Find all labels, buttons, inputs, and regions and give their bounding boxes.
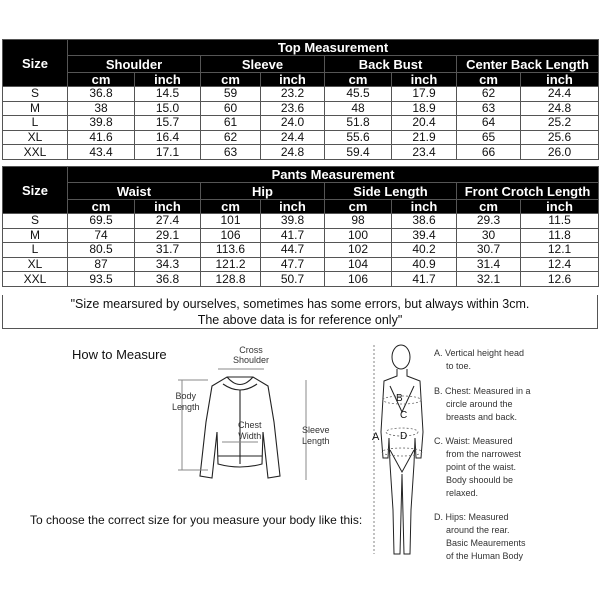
measurement-cell: 44.7 — [261, 243, 325, 258]
note-line: Body shoould be — [446, 475, 514, 485]
measurement-cell: 55.6 — [325, 130, 392, 145]
body-letter-a: A — [372, 431, 380, 443]
size-cell: S — [3, 87, 68, 102]
measurement-cell: 87 — [68, 257, 135, 272]
measurement-cell: 59 — [201, 87, 261, 102]
note-line: D. Hips: Measured — [434, 512, 509, 522]
measurement-cell: 31.4 — [457, 257, 521, 272]
note-line: Basic Meaurements — [446, 538, 526, 548]
top-table-title: Top Measurement — [68, 40, 599, 56]
group-header: Center Back Length — [457, 56, 599, 73]
size-cell: M — [3, 228, 68, 243]
group-header: Hip — [201, 183, 325, 200]
how-to-measure-title: How to Measure — [72, 347, 167, 362]
sleeve-length-label — [302, 425, 330, 447]
size-cell: L — [3, 243, 68, 258]
group-header: Sleeve — [201, 56, 325, 73]
unit-header: cm — [201, 200, 261, 214]
body-letter-c: C — [400, 410, 408, 421]
measurement-cell: 106 — [325, 272, 392, 287]
measurement-cell: 45.5 — [325, 87, 392, 102]
measurement-cell: 63 — [201, 145, 261, 160]
size-row — [3, 272, 599, 287]
measurement-cell: 36.8 — [135, 272, 201, 287]
measurement-cell: 16.4 — [135, 130, 201, 145]
measurement-cell: 43.4 — [68, 145, 135, 160]
group-header: Waist — [68, 183, 201, 200]
measurement-cell: 12.1 — [521, 243, 599, 258]
chest-width-line: Chest — [238, 420, 262, 430]
unit-header: cm — [68, 73, 135, 87]
unit-header: inch — [392, 200, 457, 214]
body-length-line: Length — [172, 402, 200, 412]
measurement-cell: 36.8 — [68, 87, 135, 102]
unit-header: cm — [201, 73, 261, 87]
measurement-cell: 100 — [325, 228, 392, 243]
note-line: to toe. — [446, 361, 472, 371]
body-note-b — [434, 385, 531, 424]
measurement-cell: 50.7 — [261, 272, 325, 287]
unit-header: cm — [325, 200, 392, 214]
measurement-cell: 34.3 — [135, 257, 201, 272]
measurement-cell: 23.6 — [261, 101, 325, 116]
size-row — [3, 130, 599, 145]
measurement-cell: 93.5 — [68, 272, 135, 287]
measurement-cell: 101 — [201, 214, 261, 229]
pants-table-body — [3, 167, 599, 287]
human-body-diagram — [368, 340, 428, 575]
unit-header: inch — [135, 200, 201, 214]
chest-width-line: Width — [238, 431, 262, 441]
note-line: breasts and back. — [446, 412, 518, 422]
measurement-cell: 102 — [325, 243, 392, 258]
measurement-cell: 12.6 — [521, 272, 599, 287]
measurement-cell: 38 — [68, 101, 135, 116]
note-line: The above data is for reference only" — [197, 313, 403, 327]
size-row — [3, 101, 599, 116]
measurement-cell: 63 — [457, 101, 521, 116]
measurement-cell: 98 — [325, 214, 392, 229]
sleeve-length-line: Sleeve — [302, 425, 330, 435]
size-row — [3, 214, 599, 229]
body-letter-d: D — [400, 431, 408, 442]
measurement-cell: 24.4 — [261, 130, 325, 145]
measurement-cell: 41.7 — [392, 272, 457, 287]
group-header: Back Bust — [325, 56, 457, 73]
measurement-cell: 29.3 — [457, 214, 521, 229]
measurement-cell: 30.7 — [457, 243, 521, 258]
note-line: B. Chest: Measured in a — [434, 386, 531, 396]
measurement-cell: 11.8 — [521, 228, 599, 243]
measurement-cell: 47.7 — [261, 257, 325, 272]
size-cell: XXL — [3, 145, 68, 160]
measurement-cell: 24.4 — [521, 87, 599, 102]
measurement-cell: 29.1 — [135, 228, 201, 243]
unit-header: cm — [325, 73, 392, 87]
measurement-cell: 40.9 — [392, 257, 457, 272]
note-line: from the narrowest — [446, 449, 522, 459]
body-head — [392, 345, 410, 369]
measurement-cell: 48 — [325, 101, 392, 116]
measurement-cell: 26.0 — [521, 145, 599, 160]
size-row — [3, 243, 599, 258]
note-line: relaxed. — [446, 488, 479, 498]
measurement-cell: 38.6 — [392, 214, 457, 229]
note-line: of the Human Body — [446, 551, 524, 561]
chest-width-label — [238, 420, 262, 442]
body-note-a — [434, 347, 524, 373]
unit-header: inch — [261, 200, 325, 214]
group-header: Side Length — [325, 183, 457, 200]
size-cell: S — [3, 214, 68, 229]
measurement-cell: 24.8 — [261, 145, 325, 160]
measurement-cell: 51.8 — [325, 116, 392, 131]
measurement-cell: 41.6 — [68, 130, 135, 145]
unit-header: inch — [135, 73, 201, 87]
measure-guide — [0, 335, 600, 600]
cross-shoulder-label — [233, 345, 269, 365]
measurement-cell: 21.9 — [392, 130, 457, 145]
unit-header: inch — [521, 73, 599, 87]
unit-header: cm — [457, 200, 521, 214]
body-note-d — [434, 511, 526, 563]
size-header: Size — [3, 40, 68, 87]
measurement-cell: 12.4 — [521, 257, 599, 272]
group-header: Shoulder — [68, 56, 201, 73]
measurement-cell: 65 — [457, 130, 521, 145]
instruction-text: To choose the correct size for you measure your body like this: — [30, 513, 363, 527]
size-row — [3, 116, 599, 131]
unit-header: inch — [261, 73, 325, 87]
sleeve-length-line: Length — [302, 436, 330, 446]
cross-shoulder-line: Shoulder — [233, 355, 270, 365]
measurement-cell: 17.1 — [135, 145, 201, 160]
measurement-cell: 25.6 — [521, 130, 599, 145]
unit-header: cm — [68, 200, 135, 214]
measurement-cell: 60 — [201, 101, 261, 116]
group-header: Front Crotch Length — [457, 183, 599, 200]
size-cell: XL — [3, 130, 68, 145]
size-cell: L — [3, 116, 68, 131]
measurement-cell: 59.4 — [325, 145, 392, 160]
cross-shoulder-line: Cross — [239, 345, 263, 355]
measurement-cell: 80.5 — [68, 243, 135, 258]
measurement-cell: 62 — [457, 87, 521, 102]
body-hip-line — [390, 450, 414, 472]
measurement-cell: 39.8 — [68, 116, 135, 131]
measurement-cell: 40.2 — [392, 243, 457, 258]
note-line: "Size mearsured by ourselves, sometimes has some errors, but always within 3cm. — [70, 297, 530, 311]
size-cell: XL — [3, 257, 68, 272]
measurement-cell: 121.2 — [201, 257, 261, 272]
measurement-cell: 106 — [201, 228, 261, 243]
measurement-cell: 69.5 — [68, 214, 135, 229]
note-line: A. Vertical height head — [434, 348, 525, 358]
measurement-cell: 14.5 — [135, 87, 201, 102]
jacket-collar — [227, 377, 253, 385]
body-length-line: Body — [175, 391, 197, 401]
measurement-cell: 31.7 — [135, 243, 201, 258]
measurement-cell: 23.2 — [261, 87, 325, 102]
measurement-cell: 113.6 — [201, 243, 261, 258]
measurement-cell: 64 — [457, 116, 521, 131]
measurement-cell: 74 — [68, 228, 135, 243]
measurement-cell: 104 — [325, 257, 392, 272]
measurement-cell: 17.9 — [392, 87, 457, 102]
measurement-cell: 25.2 — [521, 116, 599, 131]
measurement-cell: 61 — [201, 116, 261, 131]
size-header: Size — [3, 167, 68, 214]
measurement-cell: 66 — [457, 145, 521, 160]
reference-note — [2, 295, 598, 329]
size-row — [3, 145, 599, 160]
unit-header: cm — [457, 73, 521, 87]
measurement-cell: 24.8 — [521, 101, 599, 116]
size-cell: M — [3, 101, 68, 116]
measurement-cell: 41.7 — [261, 228, 325, 243]
note-line: circle around the — [446, 399, 513, 409]
top-table-body — [3, 40, 599, 160]
note-line: around the rear. — [446, 525, 510, 535]
size-row — [3, 257, 599, 272]
measurement-cell: 39.4 — [392, 228, 457, 243]
measurement-cell: 30 — [457, 228, 521, 243]
size-row — [3, 87, 599, 102]
pants-table-title: Pants Measurement — [68, 167, 599, 183]
body-letter-b: B — [396, 393, 403, 404]
measurement-cell: 11.5 — [521, 214, 599, 229]
measurement-cell: 24.0 — [261, 116, 325, 131]
measurement-cell: 23.4 — [392, 145, 457, 160]
size-cell: XXL — [3, 272, 68, 287]
measurement-cell: 18.9 — [392, 101, 457, 116]
measurement-cell: 15.0 — [135, 101, 201, 116]
measurement-cell: 15.7 — [135, 116, 201, 131]
note-line: C. Waist: Measured — [434, 436, 513, 446]
unit-header: inch — [392, 73, 457, 87]
measurement-cell: 62 — [201, 130, 261, 145]
top-measurement-table — [2, 39, 599, 160]
note-line: point of the waist. — [446, 462, 517, 472]
measurement-cell: 39.8 — [261, 214, 325, 229]
measurement-cell: 128.8 — [201, 272, 261, 287]
unit-header: inch — [521, 200, 599, 214]
measurement-cell: 20.4 — [392, 116, 457, 131]
size-row — [3, 228, 599, 243]
body-length-label — [172, 391, 200, 413]
pants-measurement-table — [2, 166, 599, 287]
body-note-c — [434, 435, 521, 500]
measurement-cell: 32.1 — [457, 272, 521, 287]
measurement-cell: 27.4 — [135, 214, 201, 229]
